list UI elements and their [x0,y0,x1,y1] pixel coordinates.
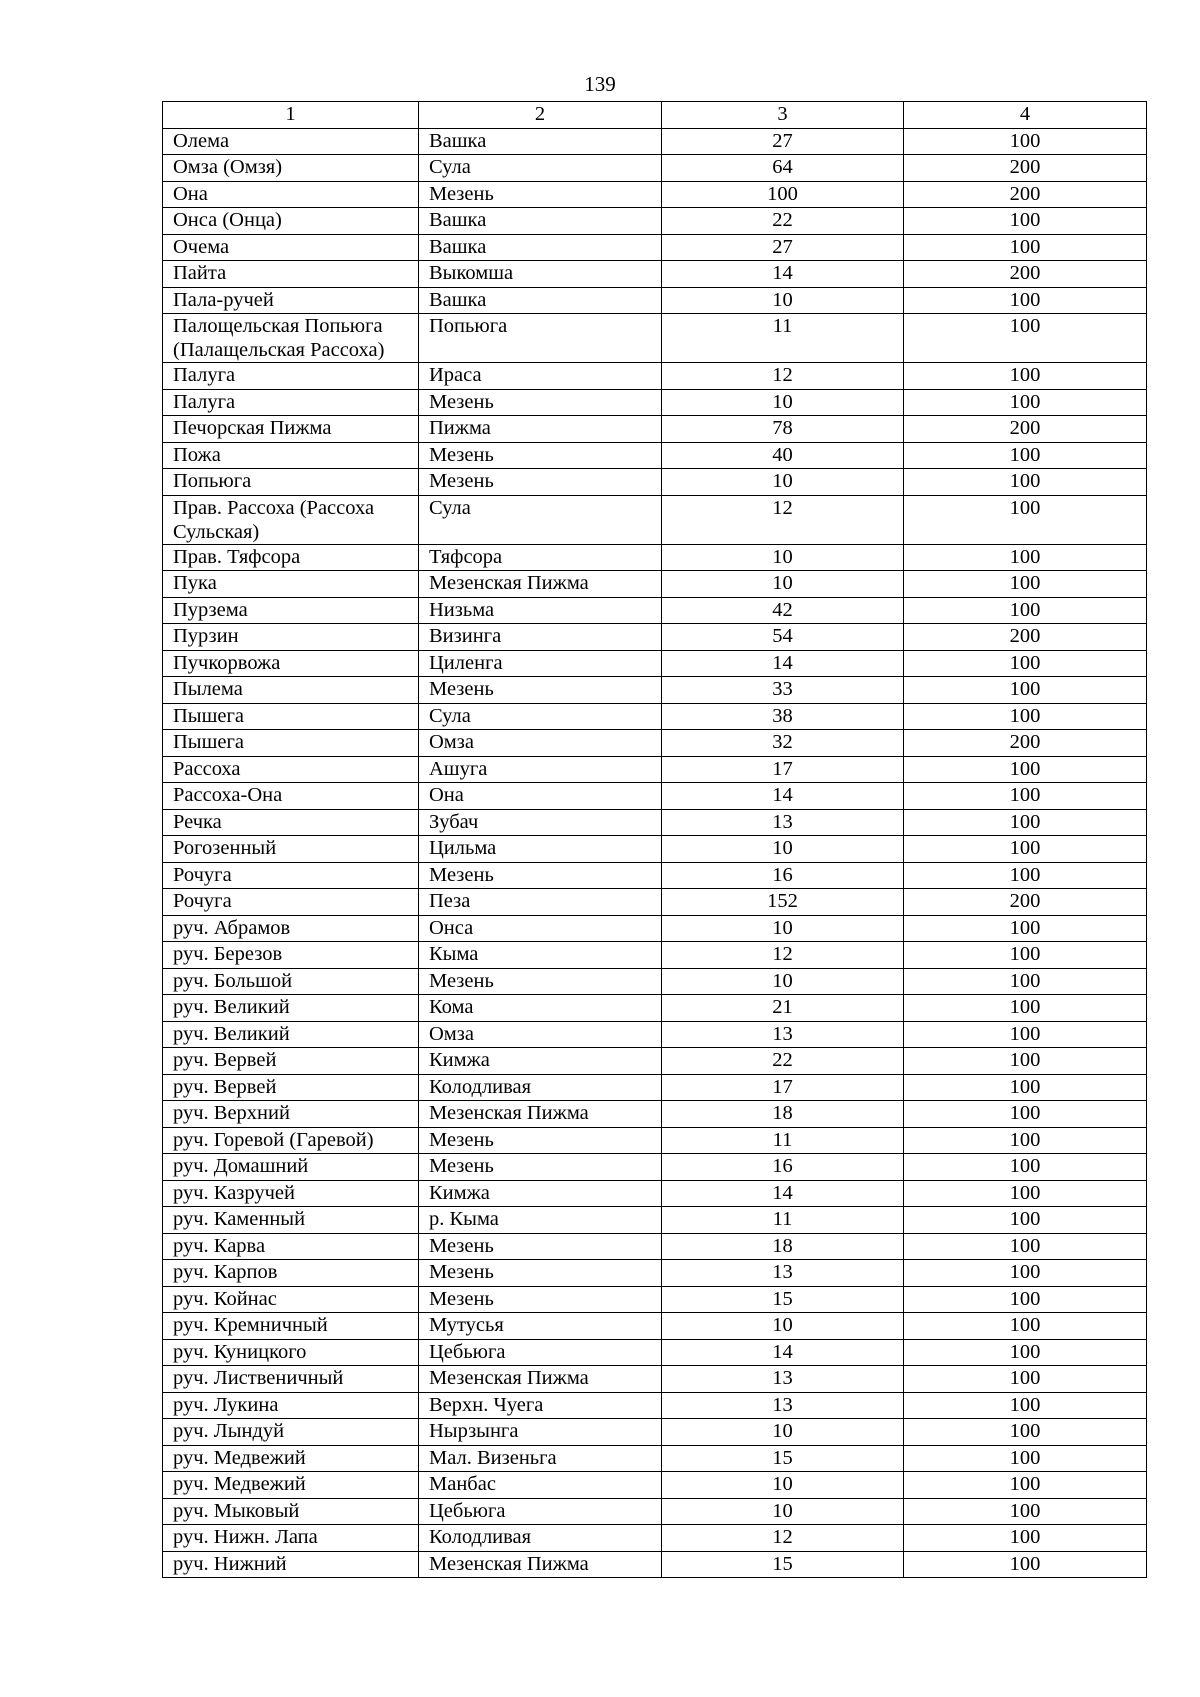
zone-width-cell: 100 [904,544,1147,571]
length-cell: 16 [662,1154,904,1181]
length-cell: 14 [662,650,904,677]
recipient-cell: Пеза [419,889,662,916]
recipient-cell: р. Кыма [419,1207,662,1234]
zone-width-cell: 100 [904,836,1147,863]
table-header-row [163,102,1147,129]
recipient-cell: Кома [419,995,662,1022]
recipient-cell: Мезенская Пижма [419,1101,662,1128]
table-row [163,1021,1147,1048]
river-name-cell: Пылема [163,677,419,704]
length-cell: 11 [662,314,904,363]
recipient-cell: Мал. Визеньга [419,1445,662,1472]
zone-width-cell: 100 [904,862,1147,889]
river-name-cell: руч. Веpвей [163,1074,419,1101]
length-cell: 18 [662,1101,904,1128]
zone-width-cell: 100 [904,809,1147,836]
length-cell: 12 [662,495,904,544]
table-row [163,1472,1147,1499]
recipient-cell: Вашка [419,234,662,261]
length-cell: 13 [662,1260,904,1287]
river-name-cell: Попьюга [163,469,419,496]
table-row [163,261,1147,288]
zone-width-cell: 100 [904,571,1147,598]
recipient-cell: Омза [419,1021,662,1048]
zone-width-cell: 100 [904,208,1147,235]
table-row [163,1048,1147,1075]
table-row [163,1366,1147,1393]
table-row [163,495,1147,544]
length-cell: 10 [662,1313,904,1340]
river-name-cell: руч. Койнас [163,1286,419,1313]
length-cell: 13 [662,1021,904,1048]
zone-width-cell: 100 [904,650,1147,677]
length-cell: 11 [662,1127,904,1154]
table-row [163,1286,1147,1313]
length-cell: 17 [662,756,904,783]
river-name-cell: Прав. Тяфсора [163,544,419,571]
zone-width-cell: 200 [904,730,1147,757]
recipient-cell: Ашуга [419,756,662,783]
page-number: 139 [584,72,616,96]
length-cell: 32 [662,730,904,757]
recipient-cell: Мезень [419,469,662,496]
river-name-cell: руч. Веpвей [163,1048,419,1075]
table-row [163,889,1147,916]
recipient-cell: Мезень [419,968,662,995]
river-name-cell: Очема [163,234,419,261]
length-cell: 18 [662,1233,904,1260]
recipient-cell: Сула [419,495,662,544]
zone-width-cell: 200 [904,624,1147,651]
length-cell: 15 [662,1445,904,1472]
zone-width-cell: 200 [904,155,1147,182]
river-name-cell: руч. Горевой (Гаревой) [163,1127,419,1154]
river-name-cell: руч. Медвежий [163,1445,419,1472]
zone-width-cell: 100 [904,597,1147,624]
river-name-cell: Речка [163,809,419,836]
river-name-cell: Рочуга [163,889,419,916]
table-row [163,756,1147,783]
zone-width-cell: 100 [904,1127,1147,1154]
table-row [163,624,1147,651]
river-name-cell: руч. Абрамов [163,915,419,942]
recipient-cell: Верхн. Чуега [419,1392,662,1419]
recipient-cell: Вашка [419,287,662,314]
table-row [163,314,1147,363]
zone-width-cell: 100 [904,1419,1147,1446]
table-row [163,128,1147,155]
length-cell: 42 [662,597,904,624]
length-cell: 10 [662,287,904,314]
zone-width-cell: 100 [904,1074,1147,1101]
length-cell: 12 [662,942,904,969]
table-row [163,942,1147,969]
zone-width-cell: 100 [904,1551,1147,1578]
table-row [163,571,1147,598]
river-name-cell: руч. Лиственичный [163,1366,419,1393]
river-name-cell: руч. Нижний [163,1551,419,1578]
rivers-table [162,101,1147,1578]
length-cell: 13 [662,1366,904,1393]
table-row [163,650,1147,677]
recipient-cell: Зубач [419,809,662,836]
zone-width-cell: 100 [904,783,1147,810]
recipient-cell: Мезенская Пижма [419,1551,662,1578]
length-cell: 14 [662,783,904,810]
recipient-cell: Попьюга [419,314,662,363]
zone-width-cell: 100 [904,128,1147,155]
table-row [163,862,1147,889]
recipient-cell: Мезень [419,862,662,889]
zone-width-cell: 100 [904,756,1147,783]
zone-width-cell: 100 [904,1472,1147,1499]
recipient-cell: Мезень [419,1233,662,1260]
recipient-cell: Манбас [419,1472,662,1499]
table-row [163,389,1147,416]
zone-width-cell: 100 [904,677,1147,704]
river-name-cell: Печорская Пижма [163,416,419,443]
recipient-cell: Низьма [419,597,662,624]
zone-width-cell: 100 [904,495,1147,544]
recipient-cell: Цебьюга [419,1498,662,1525]
table-row [163,915,1147,942]
zone-width-cell: 200 [904,181,1147,208]
zone-width-cell: 100 [904,363,1147,390]
recipient-cell: Мутусья [419,1313,662,1340]
length-cell: 13 [662,809,904,836]
zone-width-cell: 100 [904,1313,1147,1340]
length-cell: 10 [662,571,904,598]
river-name-cell: Она [163,181,419,208]
river-name-cell: Рассоха [163,756,419,783]
table-row [163,1551,1147,1578]
zone-width-cell: 100 [904,287,1147,314]
zone-width-cell: 100 [904,1048,1147,1075]
zone-width-cell: 100 [904,234,1147,261]
river-name-cell: руч. Лындуй [163,1419,419,1446]
recipient-cell: Мезень [419,181,662,208]
length-cell: 64 [662,155,904,182]
table-row [163,730,1147,757]
table-row [163,1419,1147,1446]
table-row [163,1101,1147,1128]
table-row [163,677,1147,704]
length-cell: 10 [662,1472,904,1499]
table-row [163,363,1147,390]
table-row [163,1525,1147,1552]
recipient-cell: Мезень [419,677,662,704]
length-cell: 54 [662,624,904,651]
recipient-cell: Визинга [419,624,662,651]
zone-width-cell: 200 [904,889,1147,916]
recipient-cell: Колодливая [419,1074,662,1101]
river-name-cell: руч. Карва [163,1233,419,1260]
column-header-2: 2 [419,102,662,129]
river-name-cell: руч. Карпов [163,1260,419,1287]
table-row [163,1233,1147,1260]
length-cell: 14 [662,1180,904,1207]
river-name-cell: Палуга [163,389,419,416]
length-cell: 78 [662,416,904,443]
length-cell: 21 [662,995,904,1022]
length-cell: 33 [662,677,904,704]
zone-width-cell: 100 [904,1339,1147,1366]
recipient-cell: Онса [419,915,662,942]
recipient-cell: Мезенская Пижма [419,1366,662,1393]
table-row [163,995,1147,1022]
river-name-cell: Палощельская Попьюга (Палащельская Рассоха) [163,314,419,363]
table-row [163,836,1147,863]
zone-width-cell: 100 [904,314,1147,363]
table-row [163,783,1147,810]
recipient-cell: Мезень [419,1286,662,1313]
river-name-cell: руч. Казручей [163,1180,419,1207]
length-cell: 152 [662,889,904,916]
zone-width-cell: 100 [904,469,1147,496]
zone-width-cell: 100 [904,968,1147,995]
table-row [163,1313,1147,1340]
river-name-cell: Омза (Омзя) [163,155,419,182]
recipient-cell: Мезенская Пижма [419,571,662,598]
length-cell: 14 [662,261,904,288]
recipient-cell: Кыма [419,942,662,969]
zone-width-cell: 100 [904,1392,1147,1419]
table-row [163,416,1147,443]
zone-width-cell: 100 [904,1498,1147,1525]
table-row [163,703,1147,730]
length-cell: 40 [662,442,904,469]
length-cell: 10 [662,915,904,942]
zone-width-cell: 200 [904,261,1147,288]
river-name-cell: Пожа [163,442,419,469]
recipient-cell: Мезень [419,1260,662,1287]
river-name-cell: руч. Великий [163,1021,419,1048]
recipient-cell: Вашка [419,208,662,235]
river-name-cell: руч. Мыковый [163,1498,419,1525]
table-row [163,544,1147,571]
zone-width-cell: 100 [904,1154,1147,1181]
table-row [163,287,1147,314]
recipient-cell: Тяфсора [419,544,662,571]
table-row [163,809,1147,836]
zone-width-cell: 100 [904,1525,1147,1552]
table-row [163,1339,1147,1366]
column-header-3: 3 [662,102,904,129]
table-row [163,597,1147,624]
table-body [163,128,1147,1578]
recipient-cell: Вашка [419,128,662,155]
river-name-cell: руч. Великий [163,995,419,1022]
length-cell: 100 [662,181,904,208]
length-cell: 12 [662,1525,904,1552]
river-name-cell: Рогозенный [163,836,419,863]
table-row [163,1180,1147,1207]
length-cell: 27 [662,234,904,261]
river-name-cell: руч. Лукина [163,1392,419,1419]
river-name-cell: Пышега [163,703,419,730]
recipient-cell: Выкомша [419,261,662,288]
river-name-cell: Пурзин [163,624,419,651]
table-row [163,1154,1147,1181]
recipient-cell: Омза [419,730,662,757]
zone-width-cell: 100 [904,1207,1147,1234]
river-name-cell: Онса (Онца) [163,208,419,235]
river-name-cell: руч. Домашний [163,1154,419,1181]
zone-width-cell: 100 [904,1021,1147,1048]
length-cell: 15 [662,1286,904,1313]
table-row [163,234,1147,261]
recipient-cell: Мезень [419,389,662,416]
column-header-1: 1 [163,102,419,129]
length-cell: 10 [662,1419,904,1446]
length-cell: 13 [662,1392,904,1419]
recipient-cell: Нырзынга [419,1419,662,1446]
zone-width-cell: 100 [904,1445,1147,1472]
river-name-cell: Пышега [163,730,419,757]
recipient-cell: Цильма [419,836,662,863]
table-row [163,1074,1147,1101]
river-name-cell: Рассоха-Она [163,783,419,810]
recipient-cell: Ираса [419,363,662,390]
length-cell: 10 [662,389,904,416]
river-name-cell: руч. Куницкого [163,1339,419,1366]
recipient-cell: Цебьюга [419,1339,662,1366]
recipient-cell: Кимжа [419,1048,662,1075]
table-row [163,968,1147,995]
length-cell: 38 [662,703,904,730]
river-name-cell: руч. Кремничный [163,1313,419,1340]
table-row [163,1127,1147,1154]
river-name-cell: руч. Верхний [163,1101,419,1128]
river-name-cell: Пайта [163,261,419,288]
zone-width-cell: 100 [904,995,1147,1022]
river-name-cell: Пучкорвожа [163,650,419,677]
zone-width-cell: 100 [904,1260,1147,1287]
recipient-cell: Мезень [419,442,662,469]
recipient-cell: Циленга [419,650,662,677]
zone-width-cell: 100 [904,389,1147,416]
length-cell: 10 [662,836,904,863]
river-name-cell: руч. Большой [163,968,419,995]
recipient-cell: Мезень [419,1154,662,1181]
length-cell: 12 [662,363,904,390]
zone-width-cell: 100 [904,915,1147,942]
recipient-cell: Она [419,783,662,810]
table-row [163,1392,1147,1419]
river-name-cell: Прав. Рассоха (Рассоха Сульская) [163,495,419,544]
recipient-cell: Пижма [419,416,662,443]
river-name-cell: руч. Каменный [163,1207,419,1234]
table-row [163,1445,1147,1472]
table-row [163,181,1147,208]
river-name-cell: Пала-ручей [163,287,419,314]
table-row [163,1498,1147,1525]
length-cell: 11 [662,1207,904,1234]
length-cell: 14 [662,1339,904,1366]
zone-width-cell: 100 [904,703,1147,730]
river-name-cell: руч. Нижн. Лапа [163,1525,419,1552]
length-cell: 10 [662,469,904,496]
table-row [163,1207,1147,1234]
length-cell: 16 [662,862,904,889]
zone-width-cell: 100 [904,1101,1147,1128]
zone-width-cell: 100 [904,1286,1147,1313]
table-row [163,155,1147,182]
length-cell: 22 [662,1048,904,1075]
length-cell: 10 [662,1498,904,1525]
river-name-cell: Пука [163,571,419,598]
length-cell: 10 [662,544,904,571]
river-name-cell: Пурзема [163,597,419,624]
recipient-cell: Сула [419,703,662,730]
zone-width-cell: 100 [904,442,1147,469]
table-row [163,1260,1147,1287]
recipient-cell: Колодливая [419,1525,662,1552]
length-cell: 22 [662,208,904,235]
recipient-cell: Кимжа [419,1180,662,1207]
river-name-cell: руч. Медвежий [163,1472,419,1499]
length-cell: 10 [662,968,904,995]
river-name-cell: Палуга [163,363,419,390]
column-header-4: 4 [904,102,1147,129]
table-row [163,469,1147,496]
zone-width-cell: 100 [904,942,1147,969]
length-cell: 15 [662,1551,904,1578]
zone-width-cell: 100 [904,1180,1147,1207]
zone-width-cell: 100 [904,1366,1147,1393]
recipient-cell: Мезень [419,1127,662,1154]
length-cell: 27 [662,128,904,155]
length-cell: 17 [662,1074,904,1101]
zone-width-cell: 100 [904,1233,1147,1260]
river-name-cell: Олема [163,128,419,155]
river-name-cell: руч. Березов [163,942,419,969]
river-name-cell: Рочуга [163,862,419,889]
recipient-cell: Сула [419,155,662,182]
zone-width-cell: 200 [904,416,1147,443]
table-row [163,442,1147,469]
table-row [163,208,1147,235]
